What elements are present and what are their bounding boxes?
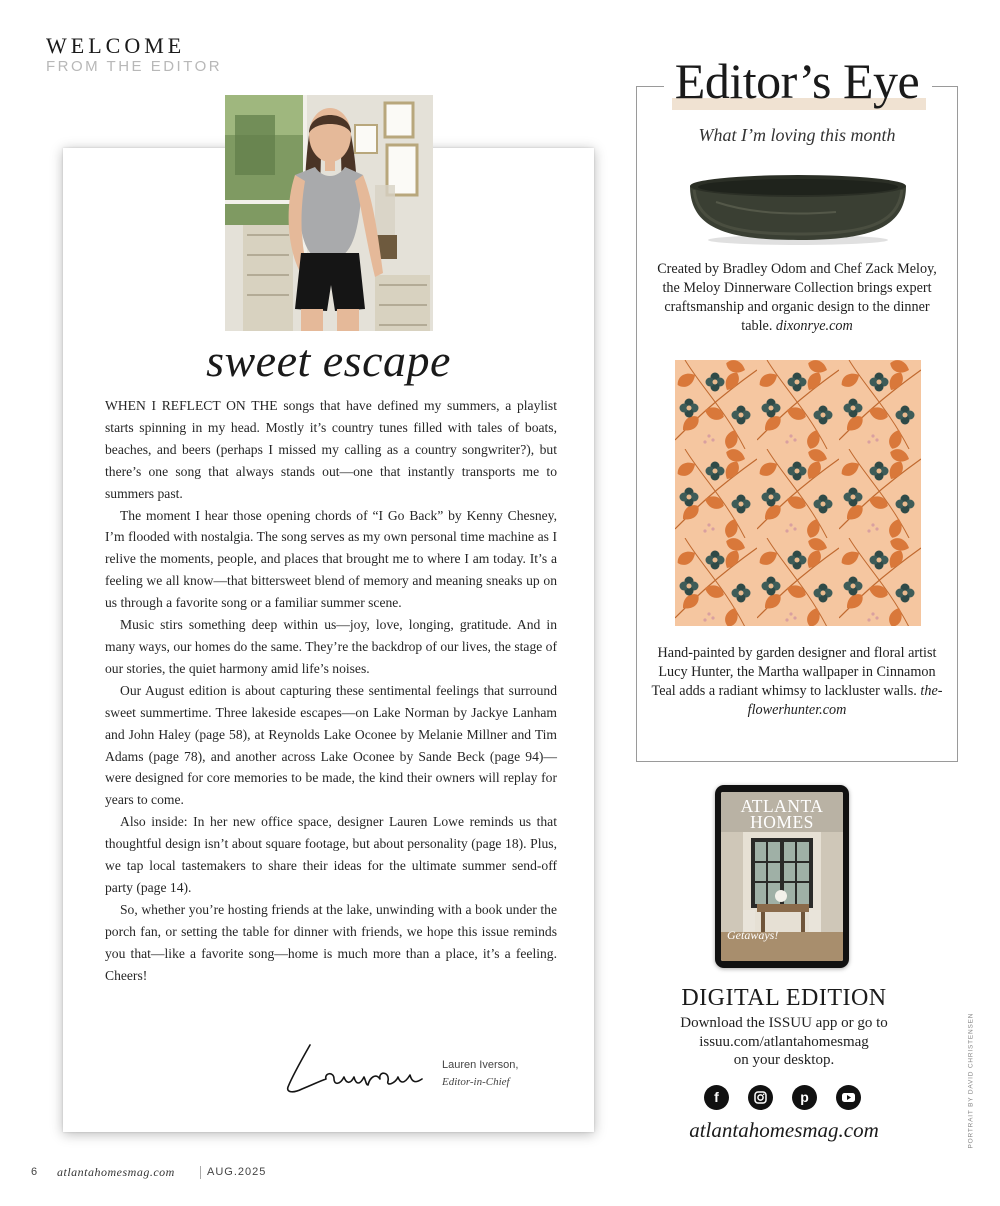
letter-body: [105, 395, 557, 986]
letter-paragraph: WHEN I REFLECT ON THE songs that have defined my summers, a playlist starts spinning in my head. Mostly it’s country tunes filled with tales of boats, beaches, and beers (perhaps I missed my calling as a country songwriter?), but there’s one song that always stands out—one that instantly transports me to summers past.: [105, 398, 557, 501]
magazine-website-link[interactable]: atlantahomesmag.com: [689, 1118, 879, 1142]
digital-edition-instructions: [636, 1014, 932, 1070]
magazine-cover: [721, 792, 843, 961]
letter-paragraph: Also inside: In her new office space, designer Lauren Lowe reminds us that thoughtful design isn’t about square footage, but about personality (page 18). Plus, we tap local tastemakers to share their ideas for the ultimate summer send-off party (page 14).: [105, 814, 557, 895]
editors-eye-subtitle: What I’m loving this month: [698, 125, 896, 145]
editors-eye-title: Editor’s Eye: [674, 53, 920, 109]
issuu-link[interactable]: issuu.com/atlantahomesmag: [699, 1033, 869, 1050]
footer-site: atlantahomesmag.com: [57, 1165, 175, 1179]
facebook-icon[interactable]: f: [704, 1085, 729, 1110]
photo-credit: PORTRAIT BY DAVID CHRISTENSEN: [967, 1012, 975, 1149]
letter-paragraph: So, whether you’re hosting friends at the lake, unwinding with a book under the porch fan, or setting the table for dinner with friends, we hope this issue reminds you that—like a favorite song—home is much more than a place, it’s a feeling. Cheers!: [105, 901, 557, 983]
section-title: WELCOME: [46, 33, 186, 58]
instruction-line: Download the ISSUU app or go to: [680, 1015, 888, 1031]
instagram-icon[interactable]: [748, 1085, 773, 1110]
headline: sweet escape: [206, 335, 451, 386]
letter-paragraph: Music stirs something deep within us—joy, love, longing, gratitude. And in many ways, our homes do the same. They’re the backdrop of our lives, the stage of our stories, the quiet harmony amid life’s noises.: [105, 617, 557, 676]
digital-edition-tablet[interactable]: [715, 785, 849, 968]
page-number: 6: [31, 1166, 38, 1178]
section-subtitle: FROM THE EDITOR: [46, 58, 223, 75]
digital-edition-title: DIGITAL EDITION: [681, 985, 887, 1011]
item-caption-wallpaper: [650, 644, 944, 720]
issue-date: AUG.2025: [207, 1166, 267, 1178]
wallpaper-swatch-image: [675, 360, 921, 626]
editor-signature: [280, 1037, 430, 1097]
editor-title: Editor-in-Chief: [442, 1076, 510, 1088]
footer-divider: [200, 1166, 201, 1179]
dinnerware-bowl-image: [686, 172, 910, 246]
letter-paragraph: The moment I hear those opening chords of “I Go Back” by Kenny Chesney, I’m flooded with nostalgia. The song serves as my own personal time machine as I relive the moments, people, and places that brought me to where I am today. It’s a feeling we all know—that bittersweet blend of memory and meaning sneaks up on us through a favorite song or a familiar summer scene.: [105, 507, 557, 611]
instruction-line: on your desktop.: [733, 1052, 835, 1068]
social-links: [704, 1085, 864, 1111]
caption-text: Created by Bradley Odom and Chef Zack Meloy, the Meloy Dinnerware Collection brings expert craftsmanship and organic design to the dinner table.: [657, 261, 937, 334]
caption-text: Hand-painted by garden designer and floral artist Lucy Hunter, the Martha wallpaper in Cinnamon Teal adds a radiant whimsy to lackluster walls.: [651, 645, 937, 699]
pinterest-icon[interactable]: p: [792, 1085, 817, 1110]
cover-headline: Getaways!: [727, 928, 779, 942]
editor-name: Lauren Iverson,: [442, 1059, 519, 1071]
youtube-icon[interactable]: [836, 1085, 861, 1110]
caption-link[interactable]: the-flowerhunter.com: [747, 683, 943, 718]
cover-masthead: ATLANTA HOMES: [740, 796, 824, 832]
editor-portrait-photo: [225, 95, 433, 331]
item-caption-dinnerware: [650, 260, 944, 336]
caption-link[interactable]: dixonrye.com: [775, 318, 853, 334]
letter-paragraph: Our August edition is about capturing these sentimental feelings that surround sweet summertime. Three lakeside escapes—on Lake Norman by Jackye Lanham and John Haley (page 58), at Reynolds Lake Oconee by Melanie Millner and Tim Adams (page 78), and another across Lake Oconee by Sande Beck (page 94)—were designed for core memories to be made, the kind their owners will replay for years to come.: [105, 682, 557, 808]
